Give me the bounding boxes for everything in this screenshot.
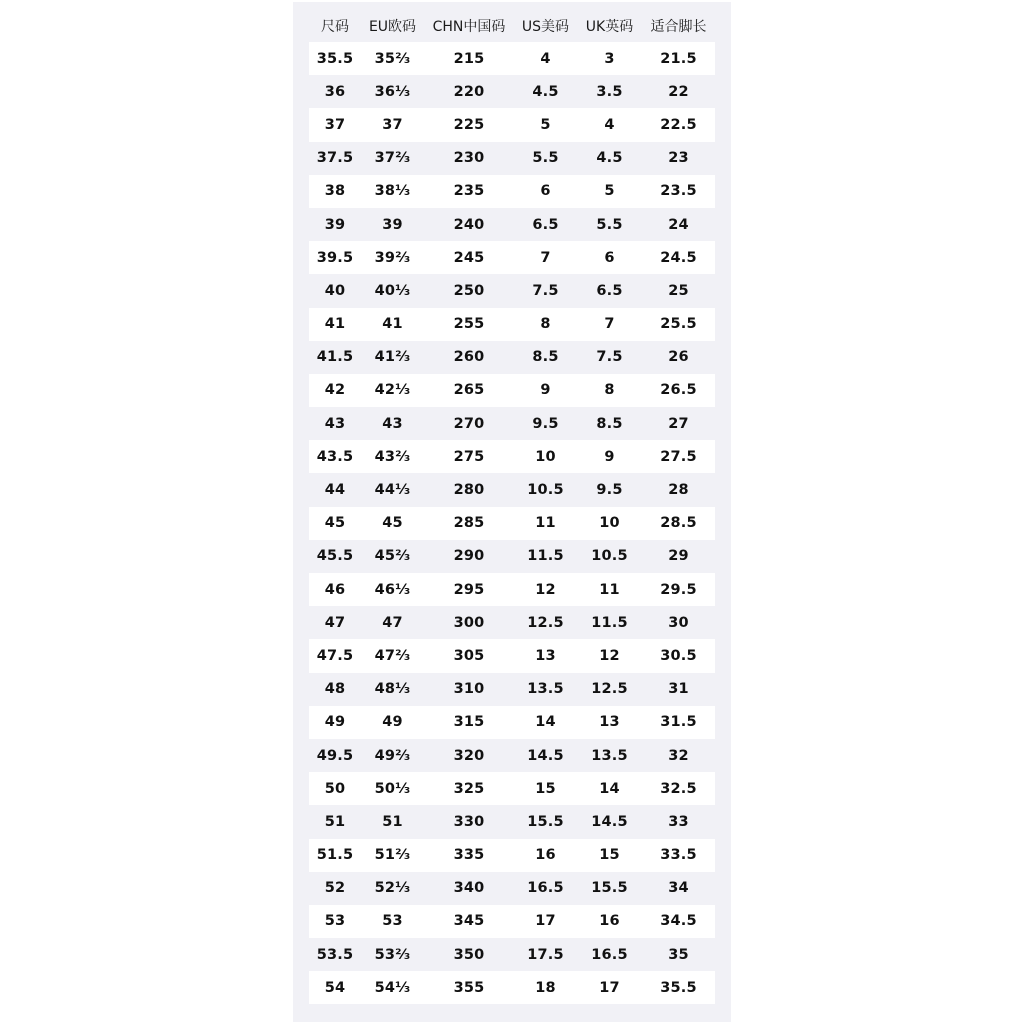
cell-us-size: 12.5: [514, 606, 577, 639]
cell-foot-length: 35.5: [642, 971, 715, 1004]
cell-foot-length: 33.5: [642, 839, 715, 872]
cell-foot-length: 26: [642, 341, 715, 374]
cell-chn-size: 225: [424, 108, 514, 141]
cell-chn-size: 325: [424, 772, 514, 805]
cell-chn-size: 280: [424, 473, 514, 506]
cell-uk-size: 9.5: [577, 473, 642, 506]
cell-size: 48: [309, 673, 361, 706]
cell-uk-size: 10: [577, 507, 642, 540]
cell-chn-size: 330: [424, 805, 514, 838]
cell-uk-size: 6.5: [577, 274, 642, 307]
cell-chn-size: 245: [424, 241, 514, 274]
cell-us-size: 7.5: [514, 274, 577, 307]
cell-eu-size: 39: [361, 208, 424, 241]
cell-us-size: 9.5: [514, 407, 577, 440]
table-row: [309, 473, 715, 506]
cell-chn-size: 290: [424, 540, 514, 573]
cell-size: 39: [309, 208, 361, 241]
cell-uk-size: 11: [577, 573, 642, 606]
cell-eu-size: 50⅓: [361, 772, 424, 805]
cell-us-size: 13: [514, 639, 577, 672]
cell-us-size: 17: [514, 905, 577, 938]
cell-eu-size: 54⅓: [361, 971, 424, 1004]
table-row: [309, 872, 715, 905]
cell-eu-size: 46⅓: [361, 573, 424, 606]
table-row: [309, 772, 715, 805]
header-row: [309, 9, 715, 42]
cell-chn-size: 310: [424, 673, 514, 706]
cell-uk-size: 11.5: [577, 606, 642, 639]
cell-eu-size: 45⅔: [361, 540, 424, 573]
cell-chn-size: 215: [424, 42, 514, 75]
header-size: 尺码: [321, 18, 349, 35]
cell-us-size: 6.5: [514, 208, 577, 241]
cell-foot-length: 27.5: [642, 440, 715, 473]
cell-foot-length: 22.5: [642, 108, 715, 141]
cell-foot-length: 21.5: [642, 42, 715, 75]
cell-foot-length: 22: [642, 75, 715, 108]
cell-us-size: 4: [514, 42, 577, 75]
table-row: [309, 42, 715, 75]
cell-us-size: 14.5: [514, 739, 577, 772]
cell-chn-size: 275: [424, 440, 514, 473]
cell-us-size: 5: [514, 108, 577, 141]
cell-size: 54: [309, 971, 361, 1004]
cell-chn-size: 345: [424, 905, 514, 938]
cell-foot-length: 26.5: [642, 374, 715, 407]
cell-size: 51.5: [309, 839, 361, 872]
cell-us-size: 10.5: [514, 473, 577, 506]
cell-foot-length: 24: [642, 208, 715, 241]
cell-foot-length: 25.5: [642, 308, 715, 341]
header-chn-size: CHN中国码: [432, 18, 506, 35]
cell-eu-size: 48⅓: [361, 673, 424, 706]
cell-uk-size: 13: [577, 706, 642, 739]
cell-foot-length: 28: [642, 473, 715, 506]
cell-chn-size: 230: [424, 142, 514, 175]
cell-size: 42: [309, 374, 361, 407]
cell-chn-size: 305: [424, 639, 514, 672]
cell-size: 39.5: [309, 241, 361, 274]
cell-foot-length: 23.5: [642, 175, 715, 208]
cell-chn-size: 255: [424, 308, 514, 341]
cell-us-size: 12: [514, 573, 577, 606]
cell-us-size: 15.5: [514, 805, 577, 838]
cell-eu-size: 39⅔: [361, 241, 424, 274]
cell-chn-size: 220: [424, 75, 514, 108]
cell-eu-size: 53: [361, 905, 424, 938]
cell-uk-size: 17: [577, 971, 642, 1004]
cell-eu-size: 37: [361, 108, 424, 141]
cell-size: 45.5: [309, 540, 361, 573]
cell-eu-size: 53⅔: [361, 938, 424, 971]
cell-size: 36: [309, 75, 361, 108]
cell-eu-size: 51: [361, 805, 424, 838]
cell-foot-length: 29.5: [642, 573, 715, 606]
cell-us-size: 9: [514, 374, 577, 407]
cell-chn-size: 235: [424, 175, 514, 208]
cell-size: 49: [309, 706, 361, 739]
table-row: [309, 175, 715, 208]
table-row: [309, 938, 715, 971]
cell-size: 43.5: [309, 440, 361, 473]
cell-eu-size: 41⅔: [361, 341, 424, 374]
cell-chn-size: 320: [424, 739, 514, 772]
cell-uk-size: 9: [577, 440, 642, 473]
cell-uk-size: 3: [577, 42, 642, 75]
cell-eu-size: 45: [361, 507, 424, 540]
cell-foot-length: 34.5: [642, 905, 715, 938]
cell-foot-length: 24.5: [642, 241, 715, 274]
table-row: [309, 374, 715, 407]
cell-uk-size: 4.5: [577, 142, 642, 175]
cell-size: 40: [309, 274, 361, 307]
cell-chn-size: 300: [424, 606, 514, 639]
cell-eu-size: 49: [361, 706, 424, 739]
cell-size: 44: [309, 473, 361, 506]
cell-us-size: 10: [514, 440, 577, 473]
table-row: [309, 308, 715, 341]
cell-foot-length: 23: [642, 142, 715, 175]
cell-uk-size: 5.5: [577, 208, 642, 241]
table-row: [309, 839, 715, 872]
cell-foot-length: 27: [642, 407, 715, 440]
table-row: [309, 507, 715, 540]
cell-uk-size: 12: [577, 639, 642, 672]
table-row: [309, 739, 715, 772]
table-row: [309, 673, 715, 706]
cell-foot-length: 31.5: [642, 706, 715, 739]
cell-eu-size: 40⅓: [361, 274, 424, 307]
cell-uk-size: 8.5: [577, 407, 642, 440]
cell-eu-size: 49⅔: [361, 739, 424, 772]
cell-size: 47.5: [309, 639, 361, 672]
table-row: [309, 274, 715, 307]
cell-foot-length: 30.5: [642, 639, 715, 672]
cell-us-size: 13.5: [514, 673, 577, 706]
cell-eu-size: 52⅓: [361, 872, 424, 905]
cell-uk-size: 4: [577, 108, 642, 141]
cell-chn-size: 355: [424, 971, 514, 1004]
cell-foot-length: 29: [642, 540, 715, 573]
cell-chn-size: 335: [424, 839, 514, 872]
cell-eu-size: 37⅔: [361, 142, 424, 175]
cell-size: 35.5: [309, 42, 361, 75]
cell-foot-length: 30: [642, 606, 715, 639]
table-row: [309, 573, 715, 606]
cell-eu-size: 35⅔: [361, 42, 424, 75]
cell-us-size: 4.5: [514, 75, 577, 108]
cell-uk-size: 5: [577, 175, 642, 208]
cell-uk-size: 7: [577, 308, 642, 341]
header-us-size: US美码: [521, 18, 570, 35]
cell-uk-size: 16.5: [577, 938, 642, 971]
cell-uk-size: 10.5: [577, 540, 642, 573]
table-row: [309, 108, 715, 141]
table-row: [309, 407, 715, 440]
cell-us-size: 11.5: [514, 540, 577, 573]
table-row: [309, 540, 715, 573]
header-foot-length: 适合脚长: [650, 18, 707, 35]
cell-size: 47: [309, 606, 361, 639]
table-row: [309, 341, 715, 374]
table-row: [309, 75, 715, 108]
cell-foot-length: 35: [642, 938, 715, 971]
cell-chn-size: 285: [424, 507, 514, 540]
cell-us-size: 11: [514, 507, 577, 540]
table-row: [309, 706, 715, 739]
cell-foot-length: 28.5: [642, 507, 715, 540]
cell-foot-length: 32: [642, 739, 715, 772]
cell-chn-size: 340: [424, 872, 514, 905]
cell-uk-size: 15: [577, 839, 642, 872]
cell-uk-size: 7.5: [577, 341, 642, 374]
header-uk-size: UK英码: [585, 18, 634, 35]
table-row: [309, 905, 715, 938]
cell-chn-size: 350: [424, 938, 514, 971]
cell-size: 52: [309, 872, 361, 905]
table-row: [309, 208, 715, 241]
cell-us-size: 16.5: [514, 872, 577, 905]
cell-us-size: 7: [514, 241, 577, 274]
table-body: [309, 42, 715, 1004]
cell-size: 53: [309, 905, 361, 938]
cell-size: 46: [309, 573, 361, 606]
cell-size: 41: [309, 308, 361, 341]
cell-uk-size: 16: [577, 905, 642, 938]
cell-chn-size: 250: [424, 274, 514, 307]
cell-foot-length: 34: [642, 872, 715, 905]
cell-eu-size: 43: [361, 407, 424, 440]
cell-eu-size: 36⅓: [361, 75, 424, 108]
header-eu-size: EU欧码: [368, 18, 417, 35]
cell-size: 45: [309, 507, 361, 540]
cell-chn-size: 265: [424, 374, 514, 407]
cell-uk-size: 15.5: [577, 872, 642, 905]
table-row: [309, 241, 715, 274]
cell-uk-size: 8: [577, 374, 642, 407]
table-header: [309, 9, 715, 42]
table-row: [309, 971, 715, 1004]
cell-uk-size: 12.5: [577, 673, 642, 706]
table-row: [309, 639, 715, 672]
cell-size: 43: [309, 407, 361, 440]
cell-uk-size: 3.5: [577, 75, 642, 108]
cell-us-size: 15: [514, 772, 577, 805]
cell-eu-size: 47⅔: [361, 639, 424, 672]
cell-uk-size: 13.5: [577, 739, 642, 772]
cell-eu-size: 43⅔: [361, 440, 424, 473]
table-row: [309, 440, 715, 473]
cell-chn-size: 270: [424, 407, 514, 440]
cell-eu-size: 38⅓: [361, 175, 424, 208]
cell-foot-length: 32.5: [642, 772, 715, 805]
cell-size: 37: [309, 108, 361, 141]
cell-uk-size: 6: [577, 241, 642, 274]
cell-eu-size: 44⅓: [361, 473, 424, 506]
cell-us-size: 8: [514, 308, 577, 341]
cell-eu-size: 51⅔: [361, 839, 424, 872]
cell-size: 50: [309, 772, 361, 805]
shoe-size-table: [309, 9, 715, 1004]
table-row: [309, 805, 715, 838]
cell-uk-size: 14: [577, 772, 642, 805]
cell-us-size: 17.5: [514, 938, 577, 971]
table-row: [309, 142, 715, 175]
cell-foot-length: 33: [642, 805, 715, 838]
cell-size: 53.5: [309, 938, 361, 971]
cell-uk-size: 14.5: [577, 805, 642, 838]
cell-us-size: 14: [514, 706, 577, 739]
cell-foot-length: 25: [642, 274, 715, 307]
cell-chn-size: 295: [424, 573, 514, 606]
cell-chn-size: 240: [424, 208, 514, 241]
cell-size: 49.5: [309, 739, 361, 772]
cell-foot-length: 31: [642, 673, 715, 706]
cell-size: 51: [309, 805, 361, 838]
cell-us-size: 18: [514, 971, 577, 1004]
cell-chn-size: 260: [424, 341, 514, 374]
cell-us-size: 8.5: [514, 341, 577, 374]
cell-eu-size: 42⅓: [361, 374, 424, 407]
cell-size: 41.5: [309, 341, 361, 374]
cell-chn-size: 315: [424, 706, 514, 739]
cell-eu-size: 47: [361, 606, 424, 639]
cell-us-size: 5.5: [514, 142, 577, 175]
cell-eu-size: 41: [361, 308, 424, 341]
table-row: [309, 606, 715, 639]
cell-us-size: 16: [514, 839, 577, 872]
cell-size: 38: [309, 175, 361, 208]
cell-size: 37.5: [309, 142, 361, 175]
cell-us-size: 6: [514, 175, 577, 208]
